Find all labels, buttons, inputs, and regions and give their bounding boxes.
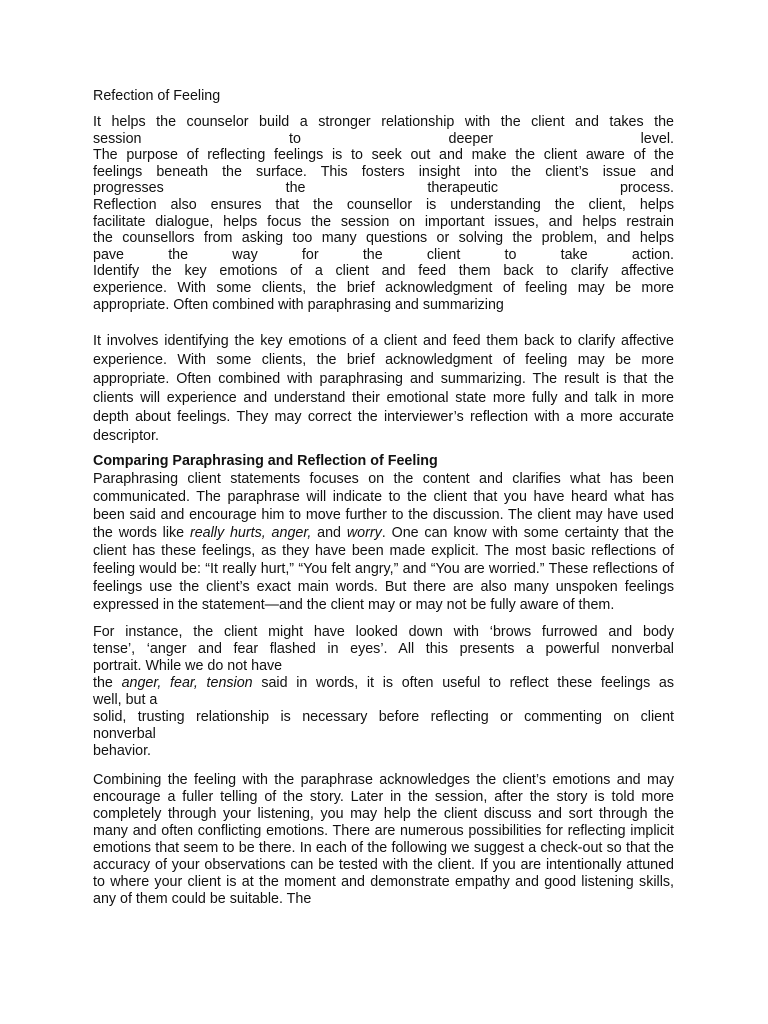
document-title: Refection of Feeling <box>93 88 221 104</box>
paragraph-for-instance <box>93 624 674 760</box>
intro-line: facilitate dialogue, helps focus the session on important issues, and helps restrain <box>93 213 674 230</box>
text-line: behavior. <box>93 743 152 760</box>
text-line: For instance, the client might have looked down with ‘brows furrowed and body <box>93 624 674 641</box>
intro-line: Identify the key emotions of a client and feed them back to clarify affective <box>93 263 674 280</box>
section-heading: Comparing Paraphrasing and Reflection of Feeling <box>93 453 438 470</box>
paragraph-combining: Combining the feeling with the paraphrase acknowledges the client’s emotions and may encourage a fuller telling of the story. Later in the session, after the story is told more completely through your listening, you may help the client discuss and sort through the many and often conflicting emotions. There are numerous possibilities for reflecting implicit emotions that seem to be there. In each of the following we suggest a check-out so that the accuracy of your observations can be tested with the client. If you are intentionally attuned to where your client is at the moment and demonstrate empathy and good listening skills, any of them could be suitable. The <box>93 772 674 908</box>
intro-line: The purpose of reflecting feelings is to seek out and make the client aware of the <box>93 147 674 164</box>
intro-line: Reflection also ensures that the counsellor is understanding the client, helps <box>93 196 674 213</box>
intro-line: It helps the counselor build a stronger relationship with the client and takes the <box>93 114 674 130</box>
intro-line: experience. With some clients, the brief acknowledgment of feeling may be more <box>93 279 674 296</box>
text-line: well, but a <box>93 692 158 709</box>
intro-line: feelings beneath the surface. This fosters insight into the client’s issue and <box>93 163 674 180</box>
text-line: solid, trusting relationship is necessary before reflecting or commenting on client <box>93 709 674 726</box>
intro-line: appropriate. Often combined with paraphrasing and summarizing <box>93 296 504 313</box>
intro-line: the counsellors from asking too many questions or solving the problem, and helps <box>93 230 674 247</box>
intro-line: pave the way for the client to take action. <box>93 246 674 263</box>
intro-line: progresses the therapeutic process. <box>93 180 674 197</box>
paragraph-identifying-emotions: It involves identifying the key emotions of a client and feed them back to clarify affective experience. With some clients, the brief acknowledgment of feeling may be more appropriate. Often combined with paraphrasing and summarizing. The result is that the clients will experience and understand their emotional state more fully and talk in more depth about feelings. They may correct the interviewer’s reflection with a more accurate descriptor. <box>93 333 674 445</box>
paragraph-comparing: Paraphrasing client statements focuses on the content and clarifies what has been communicated. The paraphrase will indicate to the client that you have heard what has been said and encourage him to move further to the discussion. The client may have used the words like really hurts, anger, and worry. One can know with some certainty that the client has these feelings, as they have been made explicit. The most basic reflections of feeling would be: “It really hurt,” “You felt angry,” and “You are worried.” These reflections of feelings use the client’s exact main words. But there are also many unspoken feelings expressed in the statement—and the client may or may not be fully aware of them. <box>93 471 674 614</box>
intro-line: session to deeper level. <box>93 130 674 147</box>
document-page <box>93 86 674 908</box>
text-line: portrait. While we do not have <box>93 658 283 675</box>
text-line: tense’, ‘anger and fear flashed in eyes’. All this presents a powerful nonverbal <box>93 641 674 658</box>
text-line: the anger, fear, tension said in words, it is often useful to reflect these feelings as <box>93 675 674 692</box>
intro-paragraph <box>93 114 674 313</box>
text-line: nonverbal <box>93 726 156 743</box>
